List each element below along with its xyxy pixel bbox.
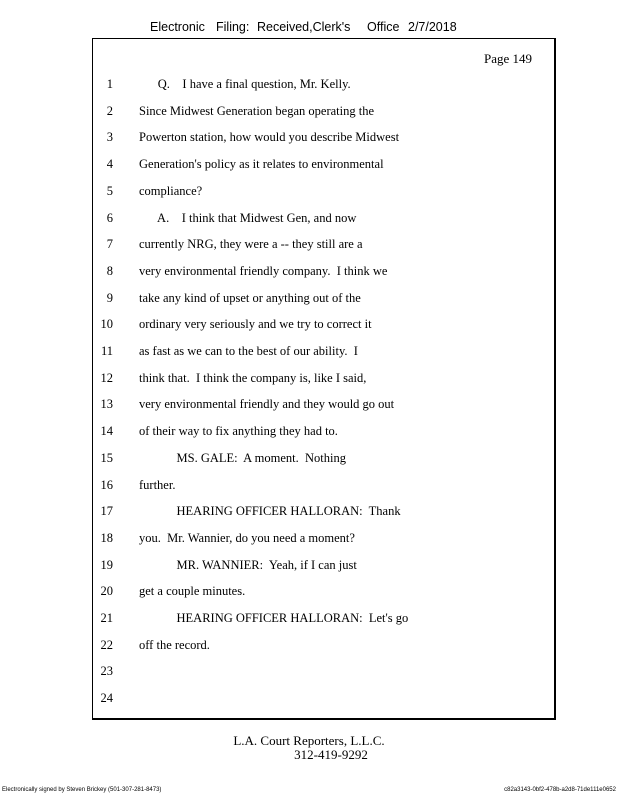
line-text: MR. WANNIER: Yeah, if I can just	[139, 557, 357, 572]
line-number: 21	[100, 611, 113, 625]
signature-right: c82a3143-0bf2-478b-a2d8-71de111e0652	[504, 787, 616, 793]
line-number: 10	[100, 317, 113, 332]
signature-left: Electronically signed by Steven Brickey (501-307-281-8473)	[2, 787, 162, 793]
footer-company: L.A. Court Reporters, L.L.C.	[233, 733, 385, 748]
line-number: 20	[100, 584, 113, 599]
line-text: as fast as we can to the best of our ability. I	[139, 344, 358, 358]
line-text: currently NRG, they were a -- they still are a	[139, 237, 363, 252]
header-filing: Filing:	[216, 20, 250, 34]
page-number: Page 149	[483, 51, 532, 66]
line-number: 14	[100, 424, 113, 439]
line-text: Q. I have a final question, Mr. Kelly.	[139, 77, 351, 91]
header-electronic: Electronic	[150, 20, 205, 34]
line-number: 11	[100, 344, 113, 358]
line-number: 18	[100, 530, 113, 545]
line-text: you. Mr. Wannier, do you need a moment?	[139, 530, 355, 545]
line-text: further.	[139, 477, 176, 492]
transcript-page	[92, 38, 556, 720]
line-text: compliance?	[139, 183, 203, 198]
line-number: 1	[106, 77, 113, 91]
line-number: 9	[106, 290, 113, 305]
header-received: Received,Clerk's	[257, 20, 351, 34]
line-number: 2	[106, 103, 113, 118]
line-number: 15	[100, 450, 113, 465]
line-text: very environmental friendly company. I think we	[139, 263, 388, 278]
line-text: Powerton station, how would you describe Midwest	[139, 130, 400, 145]
line-number: 22	[100, 637, 113, 652]
line-text: Generation's policy as it relates to environmental	[139, 157, 384, 172]
line-number: 16	[100, 477, 113, 492]
line-text: HEARING OFFICER HALLORAN: Let's go	[139, 611, 409, 625]
line-number: 24	[100, 691, 113, 706]
line-text: HEARING OFFICER HALLORAN: Thank	[139, 504, 401, 519]
line-number: 6	[106, 210, 113, 225]
line-text: think that. I think the company is, like I said,	[139, 370, 367, 385]
header-office: Office	[367, 20, 400, 34]
line-text: off the record.	[139, 637, 210, 652]
line-text: take any kind of upset or anything out of the	[139, 290, 361, 305]
line-number: 13	[100, 397, 113, 412]
line-text: Since Midwest Generation began operating the	[139, 103, 374, 118]
line-number: 7	[106, 237, 113, 252]
line-number: 23	[100, 664, 113, 679]
line-text: A. I think that Midwest Gen, and now	[139, 210, 357, 225]
footer-phone: 312-419-9292	[294, 747, 368, 762]
line-text: get a couple minutes.	[139, 584, 246, 599]
line-number: 8	[106, 263, 113, 278]
line-number: 17	[100, 504, 113, 519]
line-number: 3	[106, 130, 113, 145]
line-number: 4	[106, 157, 113, 172]
header-date: 2/7/2018	[408, 20, 457, 34]
line-text: ordinary very seriously and we try to correct it	[139, 317, 372, 332]
line-number: 5	[106, 183, 113, 198]
line-number: 12	[100, 370, 113, 385]
line-text: MS. GALE: A moment. Nothing	[139, 450, 346, 465]
line-text: of their way to fix anything they had to.	[139, 424, 338, 439]
line-number: 19	[100, 557, 113, 572]
line-text: very environmental friendly and they would go out	[139, 397, 395, 412]
